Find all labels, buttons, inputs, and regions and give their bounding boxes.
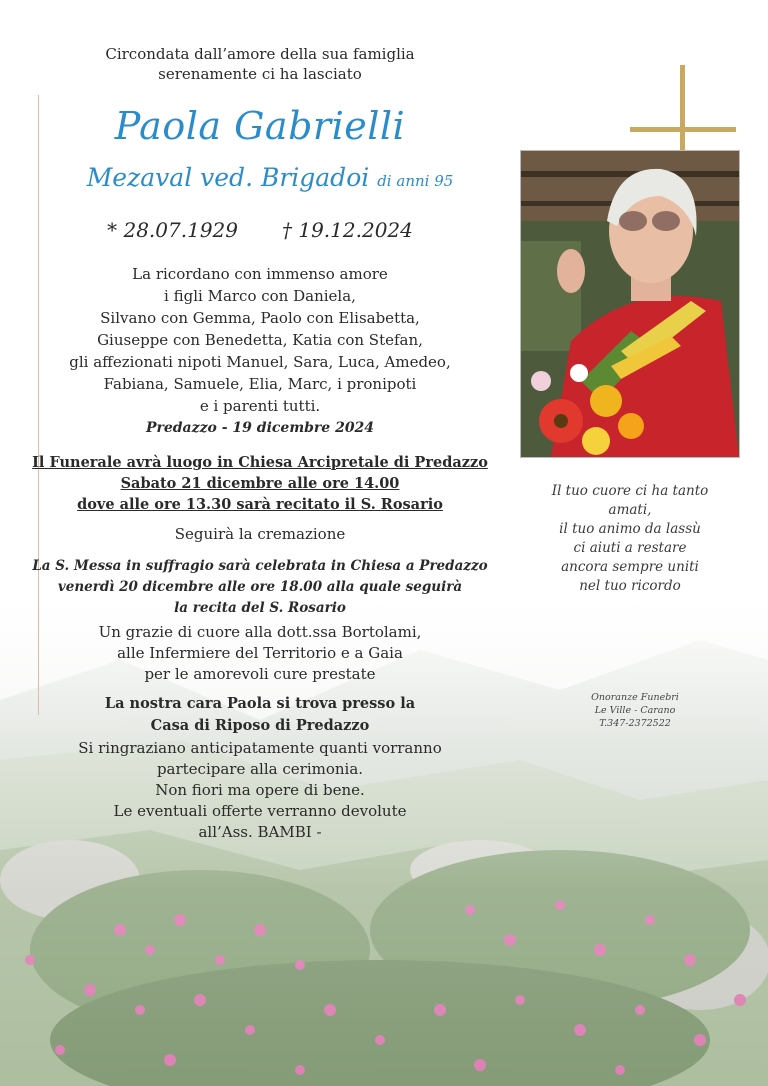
thanks-note: Un grazie di cuore alla dott.ssa Bortolami, alle Infermiere del Territorio e a Gaia per le amorevoli cure prestate: [98, 623, 422, 683]
life-dates: [20, 218, 500, 242]
mass-info: La S. Messa in suffragio sarà celebrata in Chiesa a Predazzo venerdì 20 dicembre alle ore 18.00 alla quale seguirà la recita del S. Rosario: [32, 558, 488, 616]
death-date: † 19.12.2024: [282, 218, 413, 242]
final-note: Si ringraziano anticipatamente quanti vorranno partecipare alla cerimonia. Non fiori ma opere di bene. Le eventuali offerte verranno devolute all’Ass. BAMBI -: [78, 739, 442, 841]
funeral-agency: Onoranze Funebri Le Ville - Carano T.347-2372522: [591, 692, 679, 729]
deceased-subname: Mezaval ved. Brigadoi di anni 95: [86, 163, 454, 192]
intro-text: Circondata dall’amore della sua famiglia serenamente ci ha lasciato: [105, 45, 415, 83]
family-list: La ricordano con immenso amore i figli Marco con Daniela, Silvano con Gemma, Paolo con Elisabetta, Giuseppe con Benedetta, Katia con Stefan, gli affezionati nipoti Manuel, Sara, Luca, Amedeo, Fabiana, Samuele, Elia, Marc, i pronipoti e i parenti tutti.: [69, 265, 451, 415]
birth-date: * 28.07.1929: [107, 218, 238, 242]
deceased-age: di anni 95: [377, 172, 454, 190]
cross-icon-bar: [630, 127, 736, 132]
residence-note: La nostra cara Paola si trova presso la Casa di Riposo di Predazzo: [104, 695, 416, 734]
cremation-note: Seguirà la cremazione: [174, 525, 346, 543]
portrait-photo: [520, 150, 740, 458]
memorial-poem: Il tuo cuore ci ha tanto amati, il tuo animo da lassù ci aiuti a restare ancora sempre uniti nel tuo ricordo: [551, 483, 709, 594]
place-date: Predazzo - 19 dicembre 2024: [145, 420, 375, 436]
funeral-info: Il Funerale avrà luogo in Chiesa Arcipretale di Predazzo Sabato 21 dicembre alle ore 14.00 dove alle ore 13.30 sarà recitato il S. Rosario: [32, 454, 488, 513]
deceased-name: Paola Gabrielli: [114, 104, 406, 148]
